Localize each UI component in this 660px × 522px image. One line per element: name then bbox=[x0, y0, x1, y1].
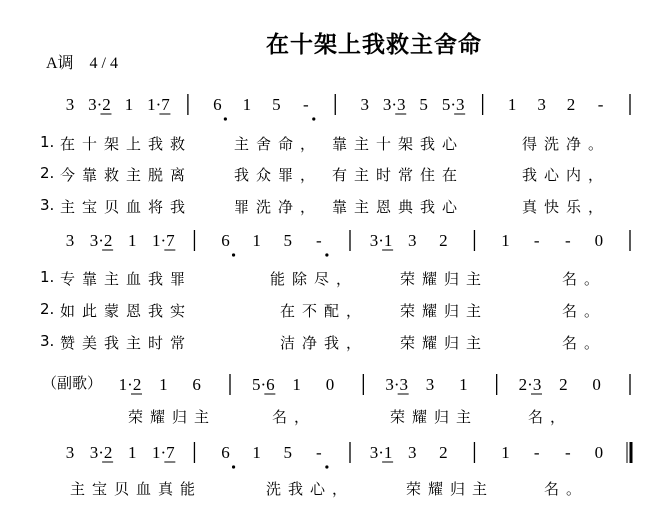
lyric-segment: 名， bbox=[272, 408, 317, 426]
song-title: 在十架上我救主舍命 bbox=[266, 32, 482, 58]
note: 2 bbox=[559, 375, 568, 394]
lyric-segment: 如此蒙恩我实 bbox=[60, 302, 193, 320]
low-octave-dot bbox=[232, 253, 235, 256]
lyric-segment: 在不配， bbox=[280, 302, 369, 320]
note: 6 bbox=[192, 375, 201, 394]
lyric-segment: 荣耀归主 bbox=[400, 302, 489, 320]
note: 1 bbox=[252, 443, 261, 462]
lyric-segment: 专靠主血我罪 bbox=[60, 270, 193, 288]
verse-number: 2. bbox=[40, 164, 55, 182]
note: 2 bbox=[439, 443, 448, 462]
lyric-line-2-verse-2 bbox=[40, 300, 620, 322]
note: - bbox=[597, 95, 604, 114]
note: - bbox=[564, 231, 571, 250]
lyric-segment: 我众罪， bbox=[234, 166, 323, 184]
lyric-segment: 洗我心， bbox=[266, 480, 355, 498]
lyric-segment: 能除尽， bbox=[270, 270, 359, 288]
note: - bbox=[302, 95, 309, 114]
lyric-segment: 我心内， bbox=[522, 166, 611, 184]
note: 3·3 bbox=[385, 375, 409, 394]
note: 3·1 bbox=[369, 231, 393, 250]
chorus-label: （副歌） bbox=[42, 374, 103, 392]
note: 5·3 bbox=[441, 95, 465, 114]
note: 3 bbox=[537, 95, 546, 114]
note: - bbox=[533, 443, 540, 462]
note: 3·2 bbox=[89, 443, 113, 462]
note: 5·6 bbox=[251, 375, 275, 394]
note: 1·7 bbox=[151, 443, 175, 462]
lyric-segment: 荣耀归主 bbox=[128, 408, 217, 426]
note: 3 bbox=[360, 95, 369, 114]
lyric-segment: 靠主十架我心 bbox=[332, 135, 465, 153]
lyric-segment: 得洗净。 bbox=[522, 135, 611, 153]
note: 1 bbox=[127, 443, 137, 462]
lyric-line-1-verse-3 bbox=[40, 196, 620, 218]
lyric-segment: 荣耀归主 bbox=[406, 480, 495, 498]
verse-number: 3. bbox=[40, 196, 55, 214]
note: 5 bbox=[419, 95, 428, 114]
lyric-segment: 荣耀归主 bbox=[400, 270, 489, 288]
lyric-segment: 今靠救主脱离 bbox=[60, 166, 193, 184]
lyric-segment: 主宝贝血真能 bbox=[70, 480, 203, 498]
note: 3·3 bbox=[382, 95, 406, 114]
note: 3 bbox=[65, 95, 75, 114]
lyric-segment: 名。 bbox=[544, 480, 589, 498]
lyric-segment: 靠主恩典我心 bbox=[332, 198, 465, 216]
note: - bbox=[316, 231, 322, 250]
note: 2 bbox=[439, 231, 448, 250]
lyric-segment: 赞美我主时常 bbox=[60, 334, 193, 352]
note: 1 bbox=[159, 375, 168, 394]
note: 0 bbox=[592, 375, 601, 394]
lyric-line-4 bbox=[40, 478, 620, 500]
note: 6 bbox=[221, 231, 230, 250]
key-signature: A调 4 / 4 bbox=[46, 55, 119, 72]
low-octave-dot bbox=[224, 117, 227, 120]
note: 2·3 bbox=[518, 375, 542, 394]
note: 3 bbox=[407, 443, 417, 462]
lyric-segment: 罪洗净， bbox=[234, 198, 323, 216]
lyric-segment: 在十架上我救 bbox=[60, 135, 193, 153]
lyric-segment: 主宝贝血将我 bbox=[60, 198, 193, 216]
note: 3·1 bbox=[369, 443, 393, 462]
note: 1·7 bbox=[147, 95, 170, 114]
note: - bbox=[316, 443, 322, 462]
note: 0 bbox=[594, 231, 604, 250]
lyric-segment: 真快乐， bbox=[522, 198, 611, 216]
note: 5 bbox=[283, 231, 293, 250]
note: 1·2 bbox=[118, 375, 142, 394]
lyric-line-2-verse-3 bbox=[40, 332, 620, 354]
note: 1 bbox=[507, 95, 517, 114]
note: 3 bbox=[425, 375, 435, 394]
note: 1 bbox=[127, 231, 137, 250]
lyric-segment: 有主时常住在 bbox=[332, 166, 465, 184]
note: 1 bbox=[124, 95, 134, 114]
verse-number: 2. bbox=[40, 300, 55, 318]
note: 1 bbox=[501, 231, 510, 250]
note: 5 bbox=[283, 443, 293, 462]
lyric-segment: 名， bbox=[528, 408, 573, 426]
note: 1 bbox=[252, 231, 261, 250]
verse-number: 1. bbox=[40, 268, 55, 286]
lyric-line-1-verse-2 bbox=[40, 164, 620, 186]
lyric-segment: 洁净我， bbox=[280, 334, 369, 352]
lyric-line-1-verse-1 bbox=[40, 133, 620, 155]
lyric-segment: 名。 bbox=[562, 334, 607, 352]
note: - bbox=[564, 443, 571, 462]
note: 3 bbox=[65, 231, 75, 250]
lyric-segment: 主舍命， bbox=[234, 135, 323, 153]
low-octave-dot bbox=[312, 117, 315, 120]
verse-number: 1. bbox=[40, 133, 55, 151]
note: - bbox=[533, 231, 540, 250]
note: 1 bbox=[459, 375, 468, 394]
note: 1 bbox=[501, 443, 510, 462]
note: 2 bbox=[566, 95, 576, 114]
note: 3 bbox=[407, 231, 417, 250]
verse-number: 3. bbox=[40, 332, 55, 350]
note: 3·2 bbox=[88, 95, 111, 114]
low-octave-dot bbox=[325, 465, 328, 468]
note: 1 bbox=[292, 375, 301, 394]
lyric-segment: 名。 bbox=[562, 270, 607, 288]
note: 6 bbox=[213, 95, 222, 114]
low-octave-dot bbox=[232, 465, 235, 468]
lyric-segment: 荣耀归主 bbox=[400, 334, 489, 352]
note: 1 bbox=[242, 95, 252, 114]
low-octave-dot bbox=[325, 253, 328, 256]
note: 3 bbox=[65, 443, 75, 462]
note: 0 bbox=[325, 375, 335, 394]
lyric-segment: 荣耀归主 bbox=[390, 408, 479, 426]
note: 6 bbox=[221, 443, 230, 462]
lyric-line-2-verse-1 bbox=[40, 268, 620, 290]
note: 5 bbox=[272, 95, 281, 114]
lyric-segment: 名。 bbox=[562, 302, 607, 320]
note: 3·2 bbox=[89, 231, 113, 250]
note: 1·7 bbox=[151, 231, 175, 250]
lyric-line-3 bbox=[40, 406, 620, 428]
note: 0 bbox=[594, 443, 604, 462]
